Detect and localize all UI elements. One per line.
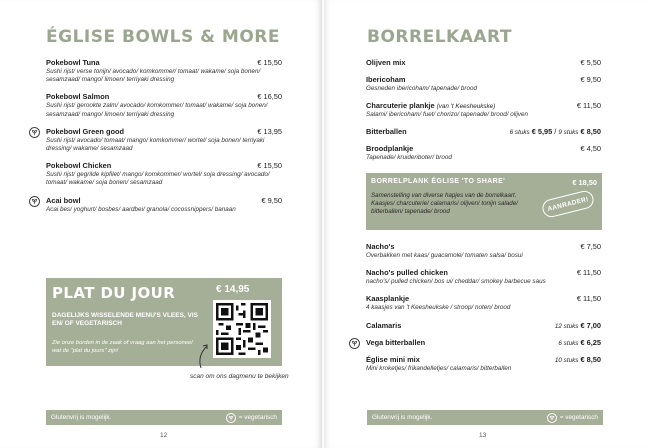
menu-item xyxy=(46,92,282,118)
menu-item xyxy=(366,355,601,373)
item-description: nacho's/ pulled chicken/ bos ui/ cheddar/ smokey barbecue saus xyxy=(366,278,546,286)
plat-du-jour-price: € 14,95 xyxy=(216,284,250,295)
page-number: 13 xyxy=(479,432,487,439)
page-number: 12 xyxy=(160,432,168,439)
page-heading: ÉGLISE BOWLS & MORE xyxy=(46,27,280,47)
recommended-badge: AANRADER! xyxy=(541,189,596,219)
item-description: Tapenade/ kruidenboter/ brood xyxy=(366,154,452,162)
item-price: € 4,50 xyxy=(580,144,601,154)
page-footer xyxy=(46,410,282,425)
veg-legend: = vegetarisch xyxy=(559,414,598,421)
menu-page-right xyxy=(324,0,648,448)
item-qty: 10 stuks xyxy=(554,356,579,364)
item-price: € 5,95 xyxy=(531,127,553,137)
item-price: € 11,50 xyxy=(576,294,601,304)
item-description: 4 kaasjes van 't Keesheukske / stroop/ noten/ brood xyxy=(366,304,511,312)
item-description: Gesneden ibericoham/ tapenade/ brood xyxy=(366,85,477,92)
item-name: Vega bitterballen xyxy=(366,337,426,347)
plat-du-jour-title: PLAT DU JOUR xyxy=(52,284,176,302)
item-price: € 7,50 xyxy=(580,242,601,251)
item-price: € 13,95 xyxy=(257,126,282,136)
bowls-list xyxy=(46,58,282,222)
item-price: € 16,50 xyxy=(257,92,282,102)
item-price: € 11,50 xyxy=(576,268,601,278)
item-price: € 8,50 xyxy=(580,127,601,137)
menu-item xyxy=(366,144,601,162)
item-price: € 15,50 xyxy=(257,161,282,171)
veg-legend: = vegetarisch xyxy=(238,414,277,421)
item-name: Pokebowl Salmon xyxy=(46,92,110,102)
item-qty: 6 stuks xyxy=(509,129,530,137)
menu-item xyxy=(366,75,601,93)
item-name: Calamaris xyxy=(366,320,402,330)
qr-code-icon[interactable] xyxy=(213,300,271,358)
plat-du-jour-note: Zie onze borden in de zaak of vraag aan het personeel wat de "plat du jours" zijn! xyxy=(52,340,193,354)
menu-item xyxy=(46,196,282,214)
borrelplank-price: € 18,50 xyxy=(572,178,597,187)
leaf-circle-icon xyxy=(349,338,360,349)
menu-item xyxy=(366,268,601,286)
item-price: € 11,50 xyxy=(576,101,601,111)
leaf-circle-icon xyxy=(226,413,236,423)
item-description: Sushi rijst/ gegrilde kipfilet/ mango/ komkommer/ wortel/ soja dressing/ avocado/ tomaat/ wakame/ soja bonen/ sesamzaad xyxy=(46,171,270,187)
item-qty: 9 stuks xyxy=(558,129,579,137)
item-name: Pokebowl Tuna xyxy=(46,58,100,67)
item-description: Overbakken met kaas/ guacamole/ tomaten salsa/ bosui xyxy=(366,252,523,259)
item-name: Charcuterie plankje xyxy=(366,101,435,111)
plat-du-jour-subtitle: DAGELIJKS WISSELENDE MENU'S VLEES, VIS EN/ OF VEGETARISCH xyxy=(52,312,199,327)
gluten-note: Glutenvrij is mogelijk. xyxy=(51,414,112,421)
item-description: Sushi rijst/ gerookte zalm/ avocado/ komkommer/ tomaat/ wakame/ soja bonen/ sesamzaad/ mango/ limoen/ terriyaki dressing xyxy=(46,102,268,118)
item-name: Broodplankje xyxy=(366,144,414,154)
item-name: Église mini mix xyxy=(366,354,420,364)
item-price: € 6,25 xyxy=(580,337,601,347)
borrelplank-title: BORRELPLANK ÉGLISE 'TO SHARE' xyxy=(371,178,506,185)
item-price: € 9,50 xyxy=(580,75,601,84)
borrel-list-bottom xyxy=(366,242,601,381)
item-name: Ibericoham xyxy=(366,75,406,84)
item-name: Pokebowl Chicken xyxy=(46,161,112,171)
item-qty: 12 stuks xyxy=(554,322,579,330)
scan-hint: scan om ons dagmenu te bekijken xyxy=(190,373,289,380)
item-name: Bitterballen xyxy=(366,127,407,137)
item-description: Sushi rijst/ verse tonijn/ avocado/ komkommer/ tomaat/ wakame/ soja bonen/ sesamzaad/ mango/ limoen/ terriyaki dressing xyxy=(46,68,261,84)
menu-item xyxy=(46,58,282,84)
menu-item xyxy=(366,338,601,347)
menu-item xyxy=(46,127,282,153)
item-description: Mini kroketjes/ frikandelletjes/ calamaris/ bitterballen xyxy=(366,364,512,372)
leaf-circle-icon xyxy=(29,196,40,207)
item-name: Nacho's xyxy=(366,242,395,251)
menu-item xyxy=(366,321,601,330)
item-price: € 7,00 xyxy=(580,320,601,330)
item-name: Kaasplankje xyxy=(366,294,410,304)
item-price: € 9,50 xyxy=(261,195,282,205)
menu-page-left xyxy=(0,0,322,448)
borrelplank-box xyxy=(366,173,602,230)
plat-du-jour-box xyxy=(46,278,282,366)
leaf-circle-icon xyxy=(547,413,557,423)
item-price: € 5,50 xyxy=(580,58,601,67)
page-footer xyxy=(367,410,603,425)
gluten-note: Glutenvrij is mogelijk. xyxy=(372,414,433,421)
item-price-group: 6 stuks € 5,95 / 9 stuks € 8,50 xyxy=(509,127,601,137)
borrel-list-top xyxy=(366,58,601,171)
menu-item xyxy=(366,58,601,67)
item-price: € 8,50 xyxy=(580,354,601,364)
leaf-circle-icon xyxy=(29,127,40,138)
menu-item xyxy=(46,161,282,187)
page-heading: BORRELKAART xyxy=(367,27,512,47)
item-price: € 15,50 xyxy=(257,58,282,67)
curved-arrow-icon xyxy=(195,340,217,370)
item-name: Nacho's pulled chicken xyxy=(366,268,448,278)
item-description: Acai bes/ yoghurt/ bosbes/ aardbei/ granola/ cocossnippers/ banaan xyxy=(46,205,236,213)
item-name: Pokebowl Green good xyxy=(46,126,125,136)
borrelplank-description: Samenstelling van diverse hapjes van de borrelkaart. Kaasjes/ charcuterie/ calamaris/ olijven/ tonijn salade/ bitterballen/ tapenade/ brood xyxy=(371,192,518,215)
menu-item xyxy=(366,242,601,260)
menu-item xyxy=(366,127,601,136)
item-description: Sushi rijst/ avocado/ tomaat/ mango/ komkommer/ wortel/ soja bonen/ terriyaki dressing/ wakame/ sesamzaad xyxy=(46,136,265,153)
item-name-extra: (van 't Keesheukske) xyxy=(436,103,496,111)
item-name: Olijven mix xyxy=(366,58,406,67)
item-description: Salami/ ibericoham/ fuet/ chorizo/ tapenade/ brood/ olijven xyxy=(366,111,529,119)
item-qty: 6 stuks xyxy=(558,339,579,347)
item-name: Acai bowl xyxy=(46,195,81,205)
menu-item xyxy=(366,294,601,312)
menu-item xyxy=(366,101,601,119)
